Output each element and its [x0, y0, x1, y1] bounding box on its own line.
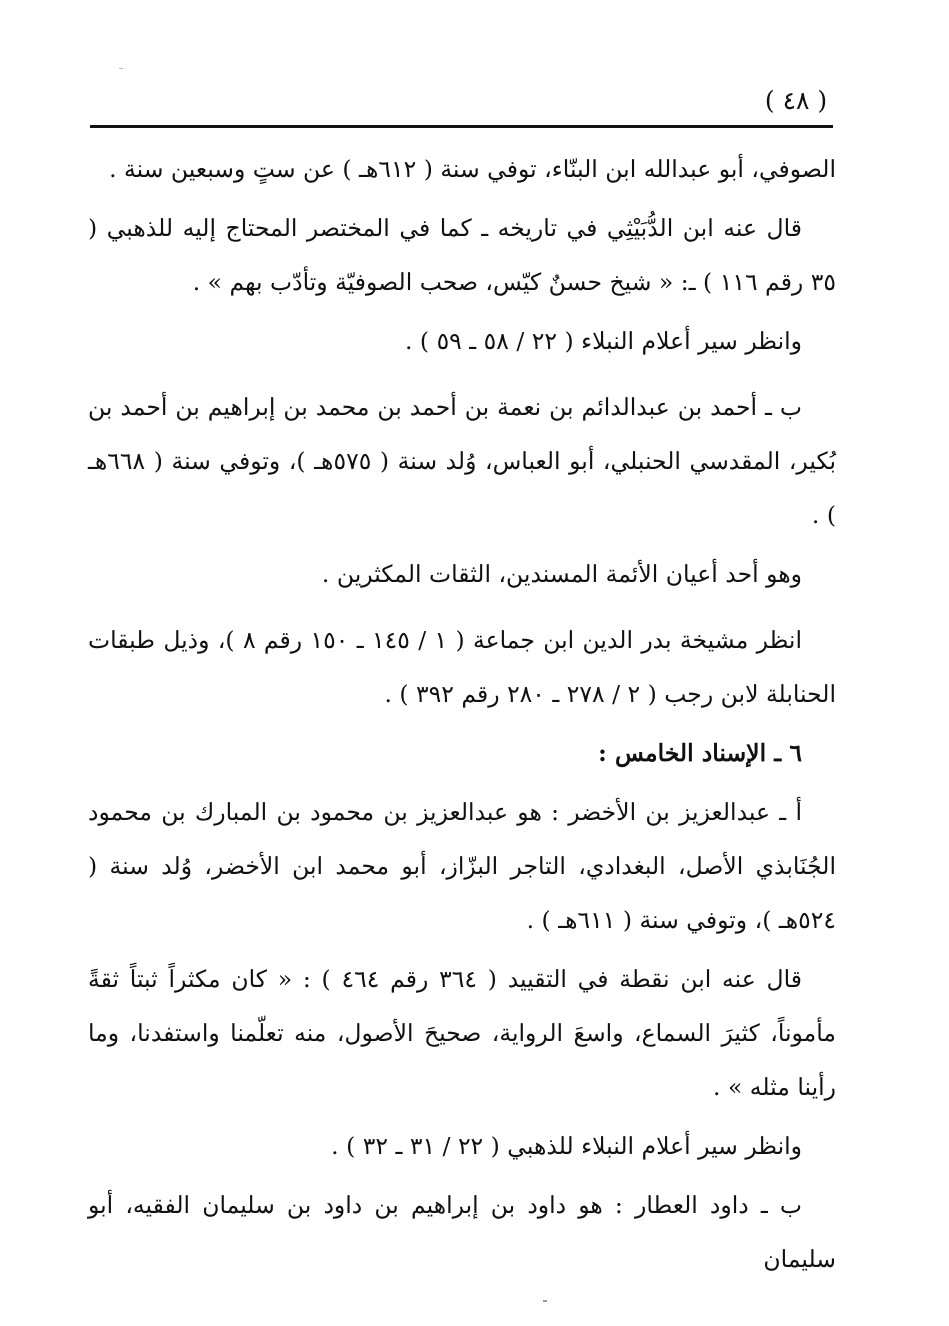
paragraph-siyar-reference-2: وانظر سير أعلام النبلاء للذهبي ( ٢٢ / ٣١ ـ ٣٢ ) . [331, 1132, 802, 1160]
page-number: ( ٤٨ ) [764, 86, 828, 115]
paragraph-abdalaziz-ibn-alakhdar: أ ـ عبدالعزيز بن الأخضر : هو عبدالعزيز بن محمود بن المبارك بن محمود الجُنَابذي الأصل، البغدادي، التاجر البزّاز، أبو محمد ابن الأخضر، وُلد سنة ( ٥٢٤هـ )، وتوفي سنة ( ٦١١هـ ) . [88, 798, 836, 934]
paragraph-continuation: الصوفي، أبو عبدالله ابن البنّاء، توفي سنة ( ٦١٢هـ ) عن ستٍ وسبعين سنة . [109, 155, 836, 183]
paragraph-dawud-alattar: ب ـ داود العطار : هو داود بن إبراهيم بن داود بن سليمان الفقيه، أبو سليمان [88, 1191, 836, 1273]
body-text [88, 142, 836, 1286]
paragraph-dubaythi-quote: قال عنه ابن الدُّبَيْثِي في تاريخه ـ كما في المختصر المحتاج إليه للذهبي ( ٣٥ رقم ١١٦ ) ـ: « شيخ حسنٌ كيّس، صحب الصوفيّة وتأدّب بهم » . [88, 214, 836, 296]
paragraph-siyar-reference: وانظر سير أعلام النبلاء ( ٢٢ / ٥٨ ـ ٥٩ ) . [404, 327, 802, 355]
paragraph-mashyakha-reference: انظر مشيخة بدر الدين ابن جماعة ( ١ / ١٤٥ ـ ١٥٠ رقم ٨ )، وذيل طبقات الحنابلة لابن رجب ( ٢ / ٢٧٨ ـ ٢٨٠ رقم ٣٩٢ ) . [88, 626, 836, 708]
paragraph-ahmad-ibn-abdaldaim: ب ـ أحمد بن عبدالدائم بن نعمة بن أحمد بن محمد بن إبراهيم بن أحمد بن بُكير، المقدسي الحنبلي، أبو العباس، وُلد سنة ( ٥٧٥هـ )، وتوفي سنة ( ٦٦٨هـ ) . [88, 393, 836, 529]
scan-speck [119, 68, 123, 69]
header-rule [90, 125, 833, 128]
paragraph-notables: وهو أحد أعيان الأئمة المسندين، الثقات المكثرين . [321, 560, 802, 588]
section-heading-fifth-isnad: ٦ ـ الإسناد الخامس : [598, 739, 802, 767]
scan-speck-bottom [543, 1300, 547, 1302]
paragraph-ibn-nuqta-quote: قال عنه ابن نقطة في التقييد ( ٣٦٤ رقم ٤٦٤ ) : « كان مكثراً ثبتاً ثقةً مأموناً، كثيرَ السماع، واسعَ الرواية، صحيحَ الأصول، منه تعلّمنا واستفدنا، وما رأينا مثله » . [88, 965, 836, 1101]
